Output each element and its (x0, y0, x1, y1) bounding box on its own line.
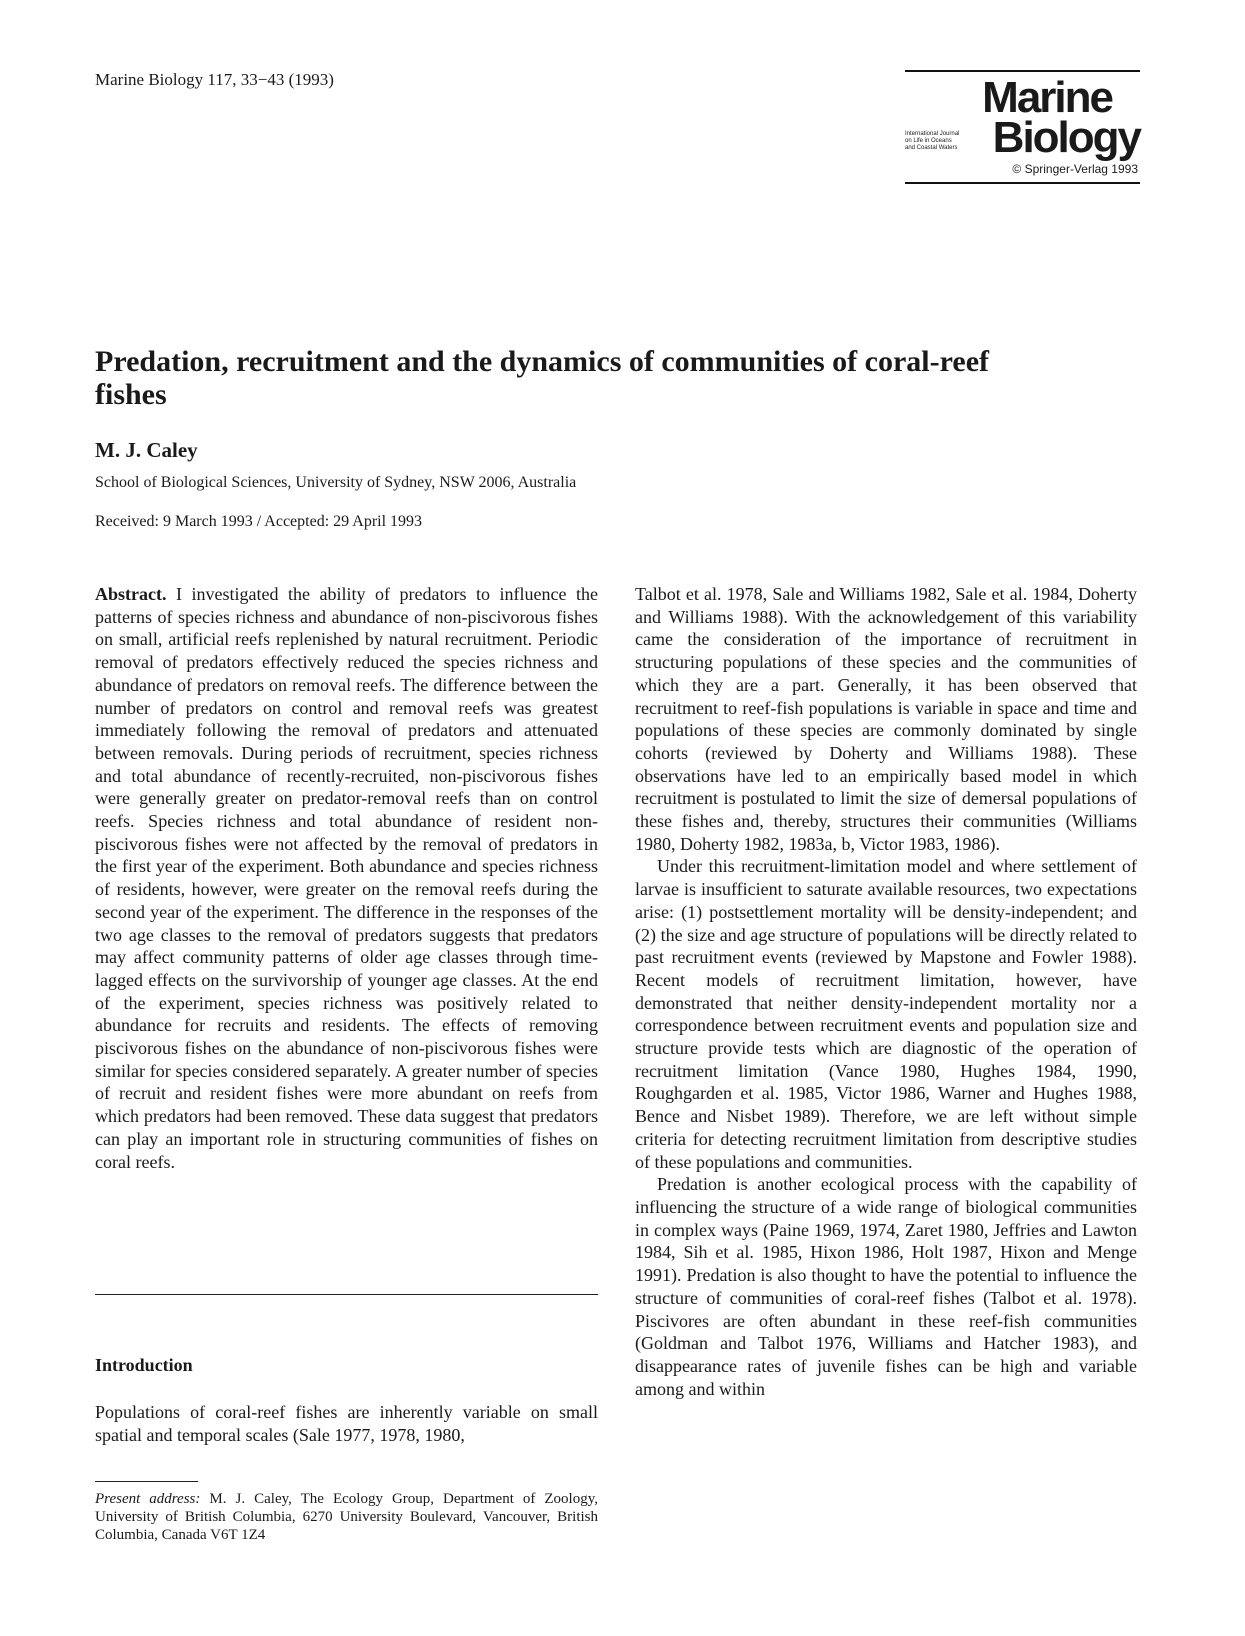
abstract-column (95, 583, 598, 1173)
body-right-column (635, 583, 1137, 1400)
abstract (95, 583, 598, 1173)
logo-tagline (905, 131, 975, 152)
introduction-text: Populations of coral-reef fishes are inherently variable on small spatial and temporal scales (Sale 1977, 1978, 1980, (95, 1402, 598, 1445)
section-heading-introduction: Introduction (95, 1355, 193, 1375)
author-affiliation: School of Biological Sciences, University of Sydney, NSW 2006, Australia (95, 474, 577, 491)
footnote-label: Present address: (95, 1491, 201, 1507)
logo-row (905, 113, 1140, 162)
author-name: M. J. Caley (95, 438, 198, 462)
journal-citation: Marine Biology 117, 33−43 (1993) (95, 70, 334, 89)
logo-tagline-line: International Journal (905, 131, 960, 137)
logo-top-rule (905, 70, 1140, 72)
footnote-text: M. J. Caley, The Ecology Group, Department of Zoology, University of British Columbia, 6270 University Boulevard, Vancouver, British Columbia, Canada V6T 1Z4 (95, 1491, 598, 1543)
paragraph: Talbot et al. 1978, Sale and Williams 1982, Sale et al. 1984, Doherty and Williams 1988). With the acknowledgement of this variability came the consideration of the importance of recruitment in structuring populations of these species and the communities of which they are a part. Generally, it has been observed that recruitment to reef-fish populations is variable in space and time and populations of these species are commonly dominated by single cohorts (reviewed by Doherty and Williams 1988). These observations have led to an empirically based model in which recruitment is postulated to limit the size of demersal populations of these fishes and, thereby, structures their communities (Williams 1980, Doherty 1982, 1983a, b, Victor 1983, 1986). (635, 584, 1137, 854)
abstract-divider (95, 1294, 598, 1295)
footnote-rule (95, 1481, 198, 1482)
article-title: Predation, recruitment and the dynamics of communities of coral-reef fishes (95, 345, 990, 411)
logo-tagline-line: and Coastal Waters (905, 145, 958, 151)
abstract-text: I investigated the ability of predators to influence the patterns of species richness and abundance of non-piscivorous fishes on small, artificial reefs replenished by natural recruitment. Periodic removal of predators effectively reduced the species richness and abundance of predators on removal reefs. The difference between the number of predators on control and removal reefs was greatest immediately following the removal of predators and attenuated between removals. During periods of recruitment, species richness and total abundance of recently-recruited, non-piscivorous fishes were generally greater on predator-removal reefs than on control reefs. Species richness and total abundance of resident non-piscivorous fishes were not affected by the removal of predators in the first year of the experiment. Both abundance and species richness of residents, however, were greater on the removal reefs during the second year of the experiment. The difference in the responses of the two age classes to the removal of predators suggests that predators may affect community patterns of older age classes through time-lagged effects on the survivorship of younger age classes. At the end of the experiment, species richness was positively related to abundance for recruits and residents. The effects of removing piscivorous fishes on the abundance of non-piscivorous fishes were similar for species considered separately. A greater number of species of recruit and resident fishes were more abundant on reefs from which predators had been removed. These data suggest that predators can play an important role in structuring communities of fishes on coral reefs. (95, 584, 598, 1172)
logo-word-marine: Marine (982, 73, 1112, 122)
paragraph: Under this recruitment-limitation model and where settlement of larvae is insufficient to saturate available resources, two expectations arise: (1) postsettlement mortality will be density-independent; and (2) the size and age structure of populations will be directly related to past recruitment events (reviewed by Mapstone and Fowler 1988). Recent models of recruitment limitation, however, have demonstrated that neither density-independent mortality nor a correspondence between recruitment events and population size and structure provide tests which are diagnostic of the operation of recruitment limitation (Vance 1980, Hughes 1984, 1990, Roughgarden et al. 1985, Victor 1986, Warner and Hughes 1988, Bence and Nisbet 1989). Therefore, we are left without simple criteria for detecting recruitment limitation from descriptive studies of these populations and communities. (635, 856, 1137, 1172)
footnote (95, 1490, 598, 1544)
received-accepted-dates: Received: 9 March 1993 / Accepted: 29 April 1993 (95, 513, 423, 530)
logo-bottom-rule (905, 182, 1140, 184)
logo-tagline-line: on Life in Oceans (905, 138, 952, 144)
abstract-label: Abstract. (95, 584, 167, 604)
paragraph: Predation is another ecological process with the capability of influencing the structure of a wide range of biological communities in complex ways (Paine 1969, 1974, Zaret 1980, Jeffries and Lawton 1984, Sih et al. 1985, Hixon 1986, Holt 1987, Hixon and Menge 1991). Predation is also thought to have the potential to influence the structure of communities of coral-reef fishes (Talbot et al. 1978). Piscivores are often abundant in these reef-fish communities (Goldman and Talbot 1976, Williams and Hatcher 1983), and disappearance rates of juvenile fishes can be high and variable among and within (635, 1174, 1137, 1399)
journal-logo (905, 70, 1140, 184)
copyright-notice: © Springer-Verlag 1993 (1012, 162, 1138, 176)
logo-word-biology: Biology (992, 113, 1140, 162)
